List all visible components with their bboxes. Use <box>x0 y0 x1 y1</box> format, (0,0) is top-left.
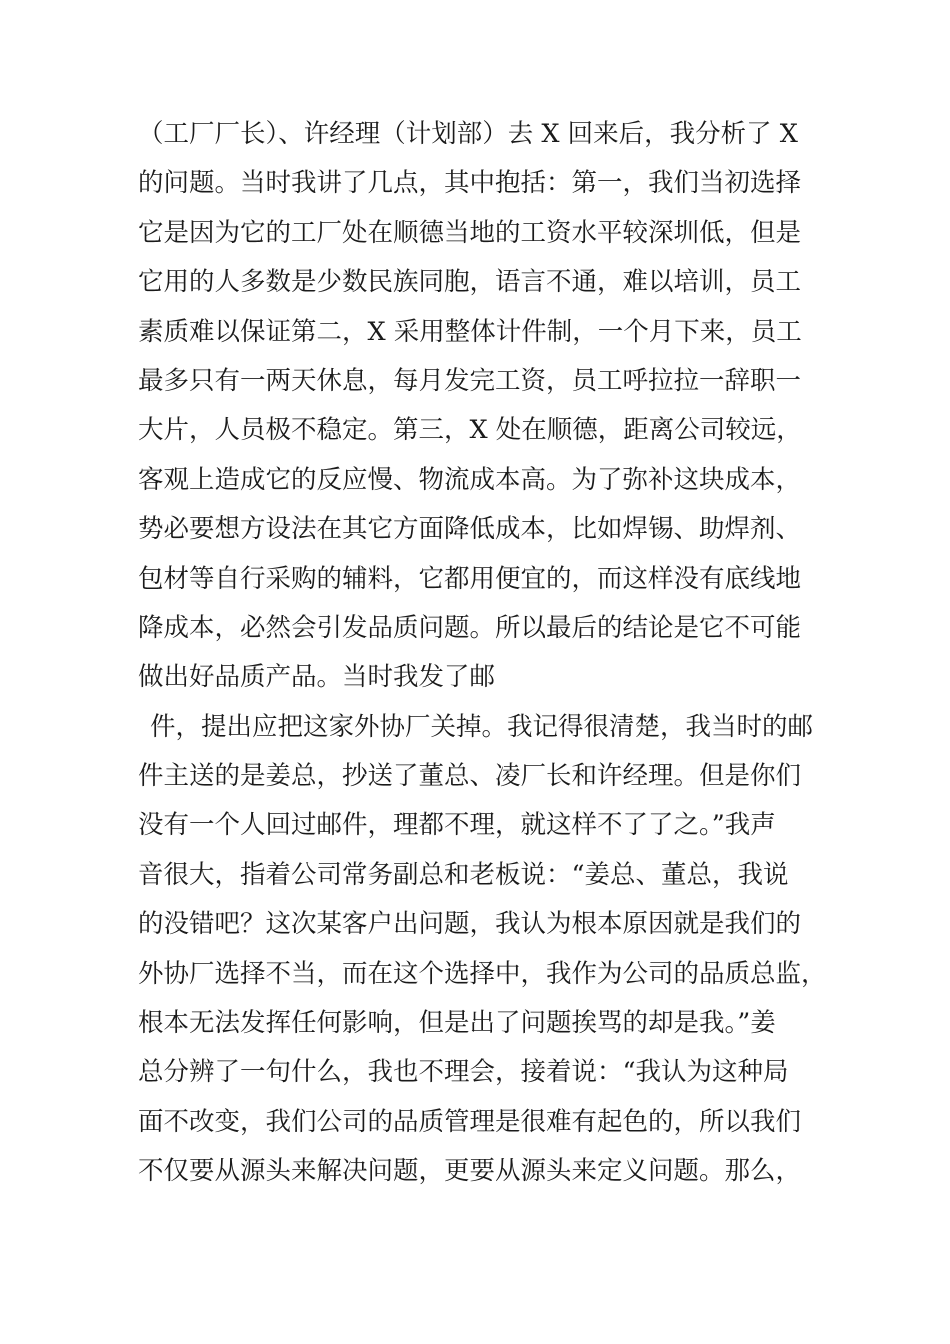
text-line: 根本无法发挥任何影响，但是出了问题挨骂的却是我。”姜 <box>138 1008 776 1039</box>
text-line: 大片，人员极不稳定。第三，X 处在顺德，距离公司较远， <box>138 415 802 446</box>
text-line: 不仅要从源头来解决问题，更要从源头来定义问题。那么， <box>138 1156 802 1187</box>
text-line: 包材等自行采购的辅料，它都用便宜的，而这样没有底线地 <box>138 563 802 594</box>
text-line: 它是因为它的工厂处在顺德当地的工资水平较深圳低，但是 <box>138 217 802 248</box>
text-line: 的问题。当时我讲了几点，其中抱括：第一，我们当初选择 <box>138 168 802 199</box>
text-line: （工厂厂长）、许经理（计划部）去 X 回来后，我分析了 X <box>138 119 798 149</box>
text-line: 最多只有一两天休息，每月发完工资，员工呼拉拉一辞职一 <box>138 365 802 396</box>
text-line: 素质难以保证第二，X 采用整体计件制，一个月下来，员工 <box>138 316 802 347</box>
text-line: 外协厂选择不当，而在这个选择中，我作为公司的品质总监， <box>138 958 827 989</box>
text-line: 总分辨了一句什么，我也不理会，接着说：“我认为这种局 <box>138 1057 789 1088</box>
text-line: 没有一个人回过邮件，理都不理，就这样不了了之。”我声 <box>138 810 776 841</box>
text-line: 面不改变，我们公司的品质管理是很难有起色的，所以我们 <box>138 1106 802 1137</box>
text-line: 它用的人多数是少数民族同胞，语言不通，难以培训，员工 <box>138 267 802 298</box>
text-line: 降成本，必然会引发品质问题。所以最后的结论是它不可能 <box>138 612 802 643</box>
text-line: 做出好品质产品。当时我发了邮 <box>138 662 496 693</box>
text-line: 的没错吧？这次某客户出问题，我认为根本原因就是我们的 <box>138 909 802 940</box>
body-text <box>138 110 850 1197</box>
text-line: 件，提出应把这家外协厂关掉。我记得很清楚，我当时的邮 <box>150 711 814 742</box>
text-line: 音很大，指着公司常务副总和老板说：“姜总、董总，我说 <box>138 859 789 890</box>
text-line: 势必要想方设法在其它方面降低成本，比如焊锡、助焊剂、 <box>138 514 802 545</box>
text-line: 件主送的是姜总，抄送了董总、凌厂长和许经理。但是你们 <box>138 761 802 792</box>
text-line: 客观上造成它的反应慢、物流成本高。为了弥补这块成本， <box>138 464 802 495</box>
